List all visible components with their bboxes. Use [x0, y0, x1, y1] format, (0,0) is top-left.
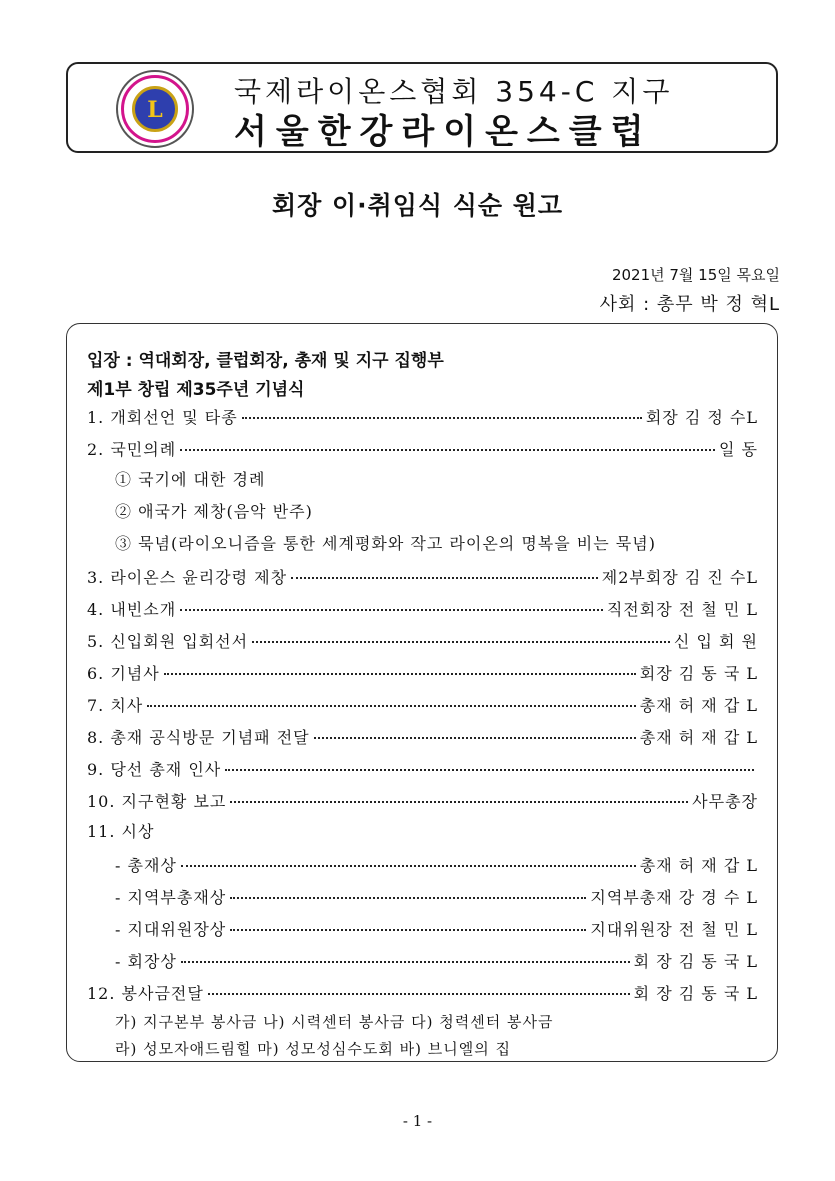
item-label: 7. 치사 [87, 695, 144, 715]
leader-dots [230, 929, 586, 931]
logo-emblem: L [132, 86, 178, 132]
leader-dots [208, 993, 630, 995]
item-label: 5. 신입회원 입회선서 [87, 631, 249, 651]
leader-dots [242, 417, 642, 419]
leader-dots [225, 769, 754, 771]
program-item [87, 723, 758, 749]
program-item [87, 659, 758, 685]
item-label: 3. 라이온스 윤리강령 제창 [87, 567, 288, 587]
donation-list: 가) 지구본부 봉사금 나) 시력센터 봉사금 다) 청력센터 봉사금 [115, 1013, 554, 1031]
award-item [87, 883, 758, 909]
host-line: 사회 : 총무 박 정 혁L [599, 294, 780, 315]
item-label: - 총재상 [115, 855, 177, 875]
item-person: 회장 김 동 국 L [639, 663, 758, 683]
leader-dots [291, 577, 598, 579]
program-item [87, 787, 758, 813]
program-item [87, 627, 758, 653]
program-subitem: ② 애국가 제창(음악 반주) [115, 502, 313, 521]
leader-dots [180, 449, 715, 451]
item-label: - 회장상 [115, 951, 177, 971]
item-person: 직전회장 전 철 민 L [606, 599, 758, 619]
leader-dots [164, 673, 636, 675]
event-date: 2021년 7월 15일 목요일 [611, 266, 780, 284]
item-label: 6. 기념사 [87, 663, 160, 683]
program-item [87, 435, 758, 461]
award-item [87, 947, 758, 973]
donation-list: 라) 성모자애드림힐 마) 성모성심수도회 바) 브니엘의 집 [115, 1040, 511, 1058]
header-box [66, 62, 778, 153]
item-label: - 지역부총재상 [115, 887, 227, 907]
item-person: 총재 허 재 갑 L [639, 727, 758, 747]
item-person: 사무총장 [692, 791, 758, 811]
program-item: 11. 시상 [87, 822, 155, 841]
leader-dots [181, 865, 636, 867]
club-name: 서울한강라이온스클럽 [234, 112, 653, 152]
program-subitem: ③ 묵념(라이오니즘을 통한 세계평화와 작고 라이온의 명복을 비는 묵념) [115, 534, 656, 553]
item-person: 회 장 김 동 국 L [633, 951, 758, 971]
item-label: 9. 당선 총재 인사 [87, 759, 222, 779]
program-item [87, 755, 758, 781]
leader-dots [230, 897, 586, 899]
item-person: 지역부총재 강 경 수 L [590, 887, 758, 907]
program-box [66, 323, 778, 1062]
item-person: 신 입 회 원 [673, 631, 758, 651]
leader-dots [181, 961, 630, 963]
part-heading: 제1부 창립 제35주년 기념식 [87, 380, 305, 400]
leader-dots [230, 801, 688, 803]
item-label: 4. 내빈소개 [87, 599, 177, 619]
leader-dots [180, 609, 603, 611]
item-label: 2. 국민의례 [87, 439, 177, 459]
program-item [87, 403, 758, 429]
leader-dots [314, 737, 636, 739]
item-person: 회장 김 정 수L [645, 407, 758, 427]
item-label: 12. 봉사금전달 [87, 983, 204, 1003]
entrance-line: 입장 : 역대회장, 클럽회장, 총재 및 지구 집행부 [87, 351, 444, 371]
item-person: 회 장 김 동 국 L [633, 983, 758, 1003]
leader-dots [147, 705, 635, 707]
program-item [87, 595, 758, 621]
program-item [87, 691, 758, 717]
program-subitem: ① 국기에 대한 경례 [115, 470, 266, 489]
item-person: 총재 허 재 갑 L [639, 695, 758, 715]
award-item [87, 915, 758, 941]
program-item [87, 979, 758, 1005]
page-number: - 1 - [402, 1112, 433, 1130]
item-label: 1. 개회선언 및 타종 [87, 407, 238, 427]
item-label: 10. 지구현황 보고 [87, 791, 227, 811]
award-item [87, 851, 758, 877]
item-label: - 지대위원장상 [115, 919, 227, 939]
item-person: 제2부회장 김 진 수L [601, 567, 758, 587]
item-person: 총재 허 재 갑 L [639, 855, 758, 875]
district-name: 국제라이온스협회 354-C 지구 [234, 75, 674, 108]
program-item [87, 563, 758, 589]
document-title: 회장 이·취임식 식순 원고 [271, 191, 564, 220]
item-person: 지대위원장 전 철 민 L [590, 919, 758, 939]
item-person: 일 동 [719, 439, 758, 459]
leader-dots [252, 641, 670, 643]
item-label: 8. 총재 공식방문 기념패 전달 [87, 727, 310, 747]
lions-club-logo [116, 70, 194, 148]
